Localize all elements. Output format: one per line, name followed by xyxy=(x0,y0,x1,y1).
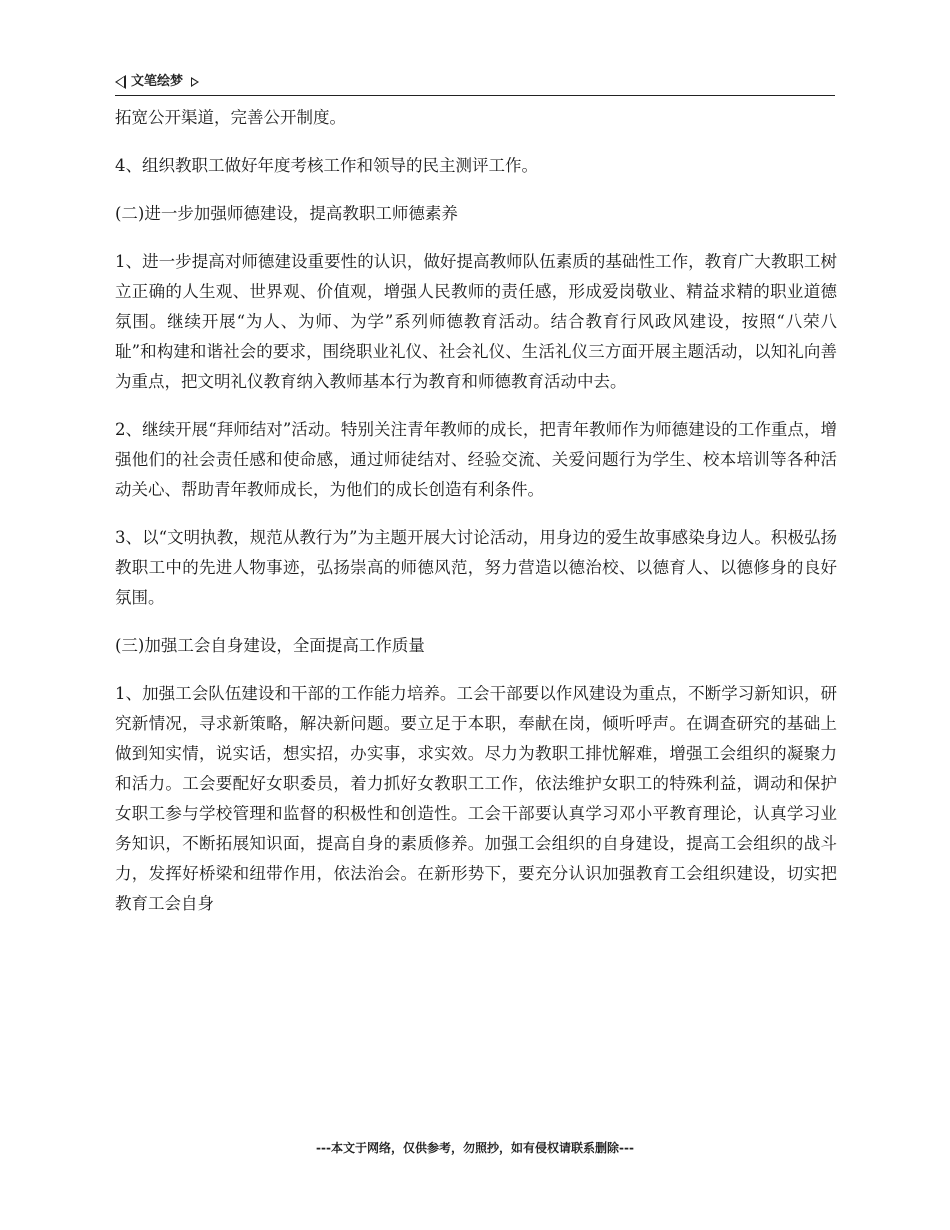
section-heading: (二)进一步加强师德建设，提高教职工师德素养 xyxy=(115,204,458,223)
section-heading: (三)加强工会自身建设，全面提高工作质量 xyxy=(115,636,425,655)
footer-disclaimer: ---本文于网络，仅供参考，勿照抄，如有侵权请联系删除--- xyxy=(316,1141,634,1155)
triangle-left-icon xyxy=(115,75,126,89)
paragraph: 1、进一步提高对师德建设重要性的认识，做好提高教师队伍素质的基础性工作，教育广大教职工树立正确的人生观、世界观、价值观，增强人民教师的责任感，形成爱岗敬业、精益求精的职业道德氛围。继续开展“为人、为师、为学”系列师德教育活动。结合教育行风政风建设，按照“八荣八耻”和构建和谐社会的要求，围绕职业礼仪、社会礼仪、生活礼仪三方面开展主题活动，以知礼向善为重点，把文明礼仪教育纳入教师基本行为教育和师德教育活动中去。 xyxy=(115,252,837,391)
document-body xyxy=(115,103,837,937)
header-brand xyxy=(115,72,199,92)
brand-name: 文笔绘梦 xyxy=(131,74,184,89)
paragraph: 拓宽公开渠道，完善公开制度。 xyxy=(115,108,346,127)
paragraph: 2、继续开展“拜师结对”活动。特别关注青年教师的成长，把青年教师作为师德建设的工作重点，增强他们的社会责任感和使命感，通过师徒结对、经验交流、关爱问题行为学生、校本培训等各种活动关心、帮助青年教师成长，为他们的成长创造有利条件。 xyxy=(115,420,837,499)
paragraph: 3、以“文明执教，规范从教行为”为主题开展大讨论活动，用身边的爱生故事感染身边人。积极弘扬教职工中的先进人物事迹，弘扬崇高的师德风范，努力营造以德治校、以德育人、以德修身的良好氛围。 xyxy=(115,528,837,607)
paragraph: 4、组织教职工做好年度考核工作和领导的民主测评工作。 xyxy=(115,156,538,175)
page-header xyxy=(115,72,835,96)
triangle-right-icon xyxy=(191,77,199,87)
paragraph: 1、加强工会队伍建设和干部的工作能力培养。工会干部要以作风建设为重点，不断学习新知识，研究新情况，寻求新策略，解决新问题。要立足于本职，奉献在岗，倾听呼声。在调查研究的基础上做到知实情，说实话，想实招，办实事，求实效。尽力为教职工排忧解难，增强工会组织的凝聚力和活力。工会要配好女职委员，着力抓好女教职工工作，依法维护女职工的特殊利益，调动和保护女职工参与学校管理和监督的积极性和创造性。工会干部要认真学习邓小平教育理论，认真学习业务知识，不断拓展知识面，提高自身的素质修养。加强工会组织的自身建设，提高工会组织的战斗力，发挥好桥梁和纽带作用，依法治会。在新形势下，要充分认识加强教育工会组织建设，切实把教育工会自身 xyxy=(115,684,837,913)
